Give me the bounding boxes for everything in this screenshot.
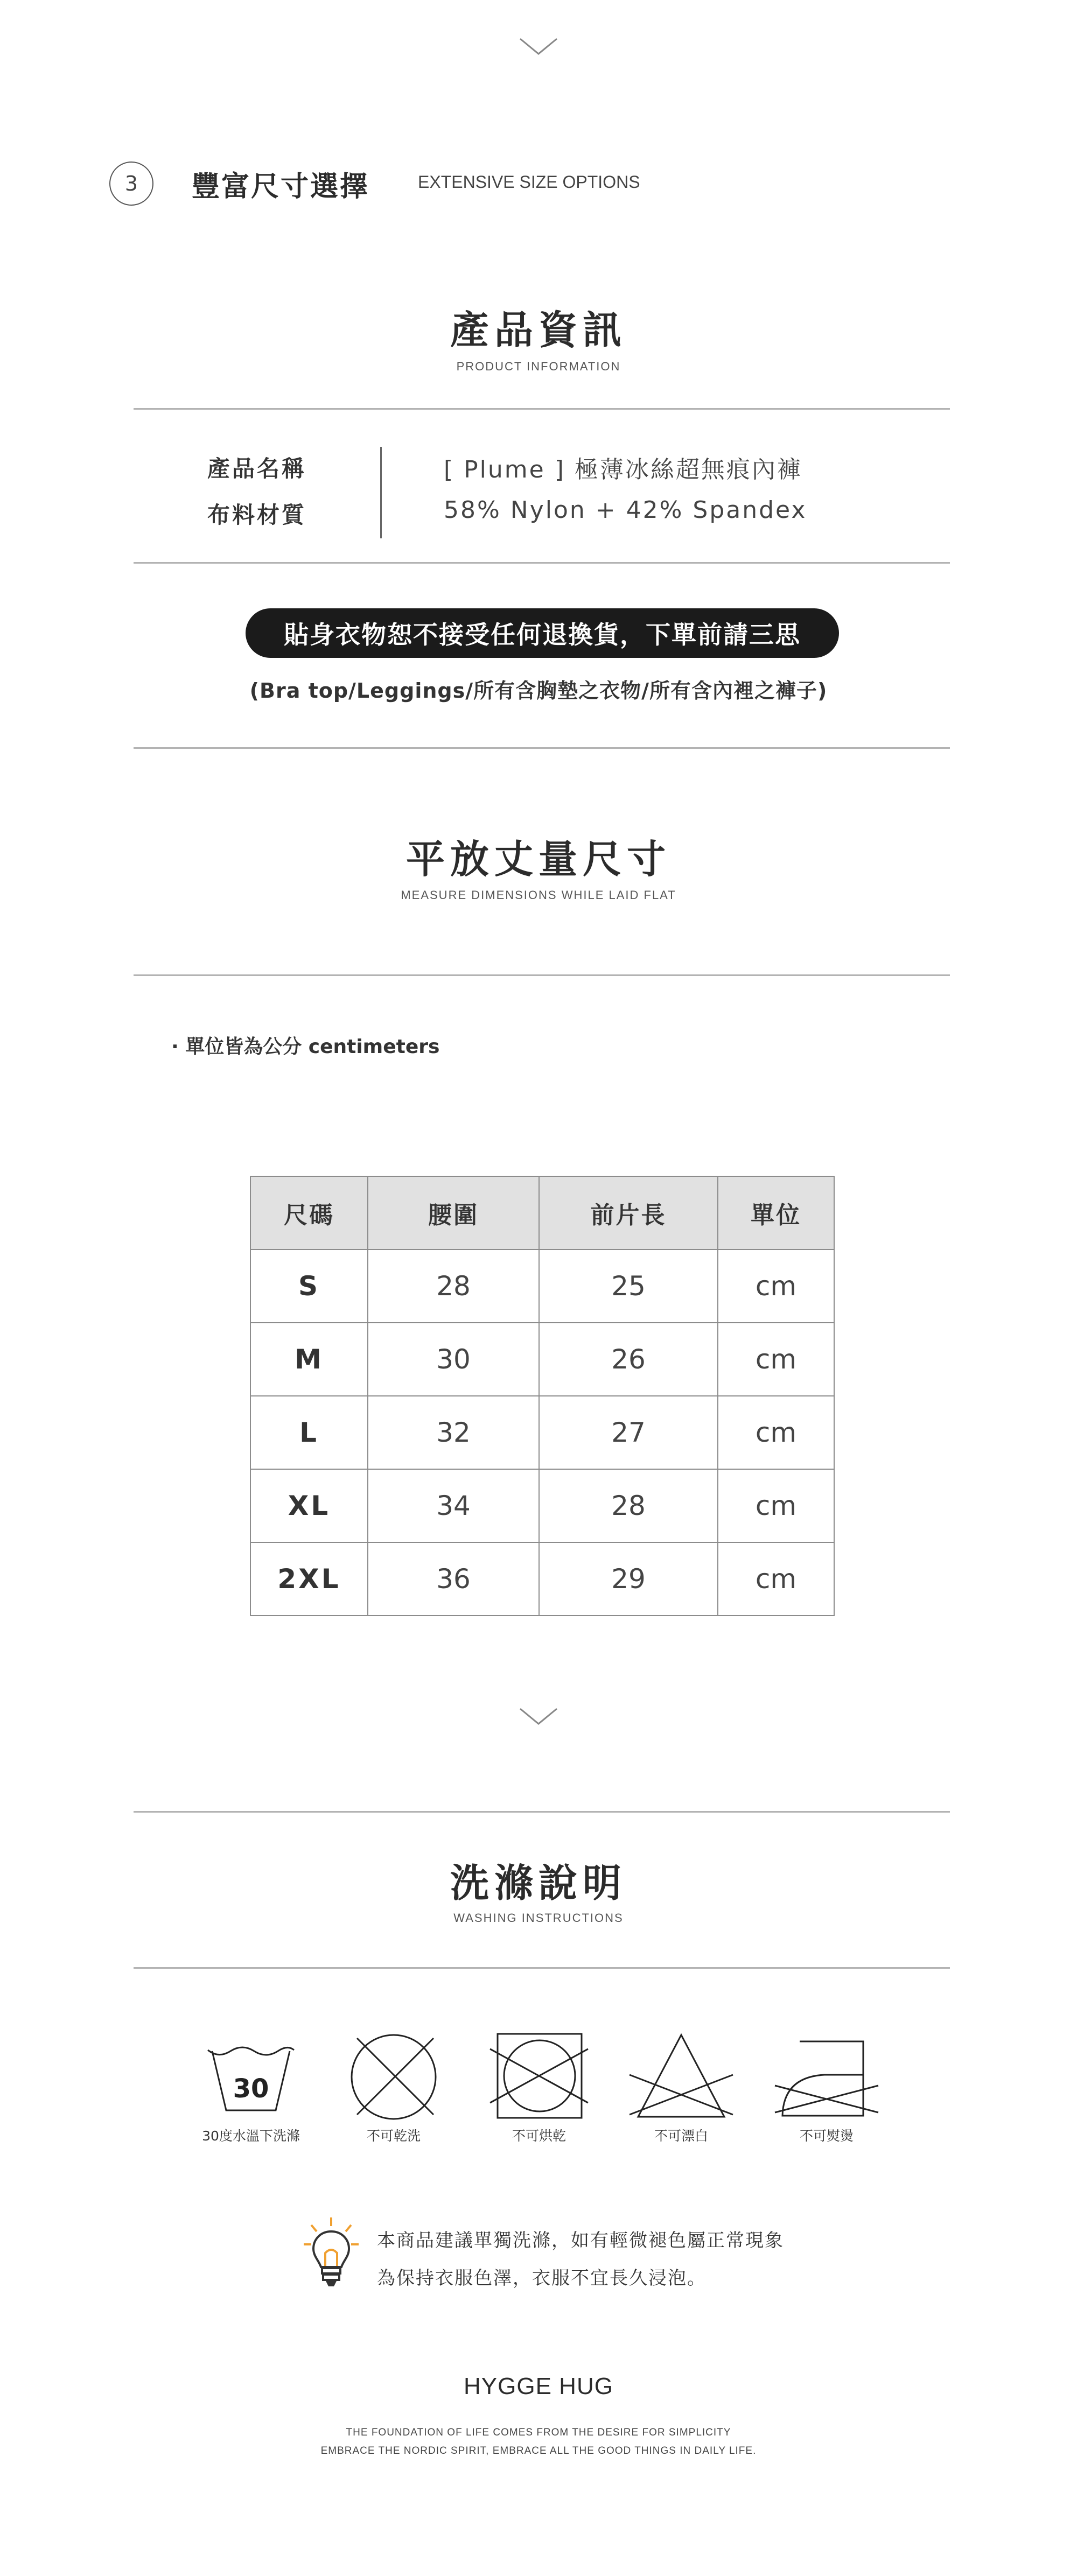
no-dry-clean-icon [345, 2030, 442, 2121]
unit-note: · 單位皆為公分 centimeters [171, 1036, 440, 1058]
waist-cell: 32 [368, 1396, 539, 1469]
product-info-title: 產品資訊 [450, 307, 627, 353]
size-cell: 2XL [250, 1542, 368, 1616]
fabric-label: 布料材質 [207, 502, 307, 528]
brand-name: HYGGE HUG [464, 2373, 613, 2399]
product-name-label: 產品名稱 [207, 455, 307, 482]
front-length-cell: 25 [539, 1250, 718, 1323]
fabric-value: 58% Nylon + 42% Spandex [444, 496, 807, 524]
size-cell: XL [250, 1469, 368, 1542]
divider [134, 1811, 950, 1813]
divider [134, 1967, 950, 1969]
chevron-down-icon [518, 36, 559, 57]
wash-30-icon [202, 2030, 299, 2121]
lightbulb-icon [302, 2215, 361, 2291]
table-row [250, 1396, 834, 1469]
wash-temp-text: 30 [233, 2074, 269, 2104]
header-unit: 單位 [718, 1176, 834, 1250]
brand-tagline-2: EMBRACE THE NORDIC SPIRIT, EMBRACE ALL THE GOOD THINGS IN DAILY LIFE. [320, 2445, 757, 2456]
table-row [250, 1323, 834, 1396]
front-length-cell: 26 [539, 1323, 718, 1396]
care-item-no-iron [767, 2030, 886, 2145]
measurement-title: 平放丈量尺寸 [405, 837, 671, 882]
size-table [250, 1176, 835, 1616]
waist-cell: 30 [368, 1323, 539, 1396]
table-row [250, 1469, 834, 1542]
chevron-down-icon [518, 1705, 559, 1727]
divider [134, 974, 950, 976]
header-waist: 腰圍 [368, 1176, 539, 1250]
care-item-no-bleach [622, 2030, 740, 2145]
front-length-cell: 28 [539, 1469, 718, 1542]
front-length-cell: 29 [539, 1542, 718, 1616]
info-column-divider [380, 447, 382, 538]
header-front-length: 前片長 [539, 1176, 718, 1250]
unit-cell: cm [718, 1396, 834, 1469]
care-label: 30度水溫下洗滌 [202, 2128, 300, 2144]
table-row [250, 1542, 834, 1616]
size-cell: S [250, 1250, 368, 1323]
divider [134, 408, 950, 410]
divider [134, 747, 950, 749]
product-info-subtitle: PRODUCT INFORMATION [456, 360, 621, 373]
care-label: 不可漂白 [654, 2128, 708, 2144]
header-size: 尺碼 [250, 1176, 368, 1250]
section-subtitle: EXTENSIVE SIZE OPTIONS [418, 172, 640, 192]
unit-cell: cm [718, 1250, 834, 1323]
care-item-no-dry-clean [334, 2030, 453, 2145]
unit-cell: cm [718, 1469, 834, 1542]
care-item-no-tumble-dry [480, 2030, 598, 2145]
section-number-badge: 3 [109, 162, 153, 206]
table-row [250, 1250, 834, 1323]
waist-cell: 34 [368, 1469, 539, 1542]
washing-subtitle: WASHING INSTRUCTIONS [453, 1911, 624, 1925]
care-label: 不可熨燙 [799, 2128, 854, 2144]
no-iron-icon [773, 2030, 880, 2121]
section-title: 豐富尺寸選擇 [192, 171, 370, 203]
no-return-detail: (Bra top/Leggings/所有含胸墊之衣物/所有含內裡之褲子) [249, 679, 828, 703]
wash-tip-line-1: 本商品建議單獨洗滌，如有輕微褪色屬正常現象 [377, 2230, 784, 2251]
unit-cell: cm [718, 1323, 834, 1396]
care-label: 不可乾洗 [366, 2128, 421, 2144]
table-header-row [250, 1176, 834, 1250]
unit-cell: cm [718, 1542, 834, 1616]
brand-tagline-1: THE FOUNDATION OF LIFE COMES FROM THE DESIRE FOR SIMPLICITY [346, 2427, 731, 2438]
size-cell: L [250, 1396, 368, 1469]
no-tumble-dry-icon [488, 2030, 590, 2121]
size-cell: M [250, 1323, 368, 1396]
care-label: 不可烘乾 [512, 2128, 566, 2144]
care-item-wash-30 [192, 2030, 310, 2145]
wash-tip-line-2: 為保持衣服色澤，衣服不宜長久浸泡。 [377, 2268, 707, 2289]
waist-cell: 28 [368, 1250, 539, 1323]
measurement-subtitle: MEASURE DIMENSIONS WHILE LAID FLAT [401, 888, 676, 902]
no-return-notice: 貼身衣物恕不接受任何退換貨，下單前請三思 [246, 608, 839, 658]
no-bleach-icon [627, 2030, 735, 2121]
washing-title: 洗滌說明 [450, 1861, 627, 1906]
waist-cell: 36 [368, 1542, 539, 1616]
divider [134, 562, 950, 564]
front-length-cell: 27 [539, 1396, 718, 1469]
product-name-value: [ Plume ] 極薄冰絲超無痕內褲 [444, 456, 802, 483]
